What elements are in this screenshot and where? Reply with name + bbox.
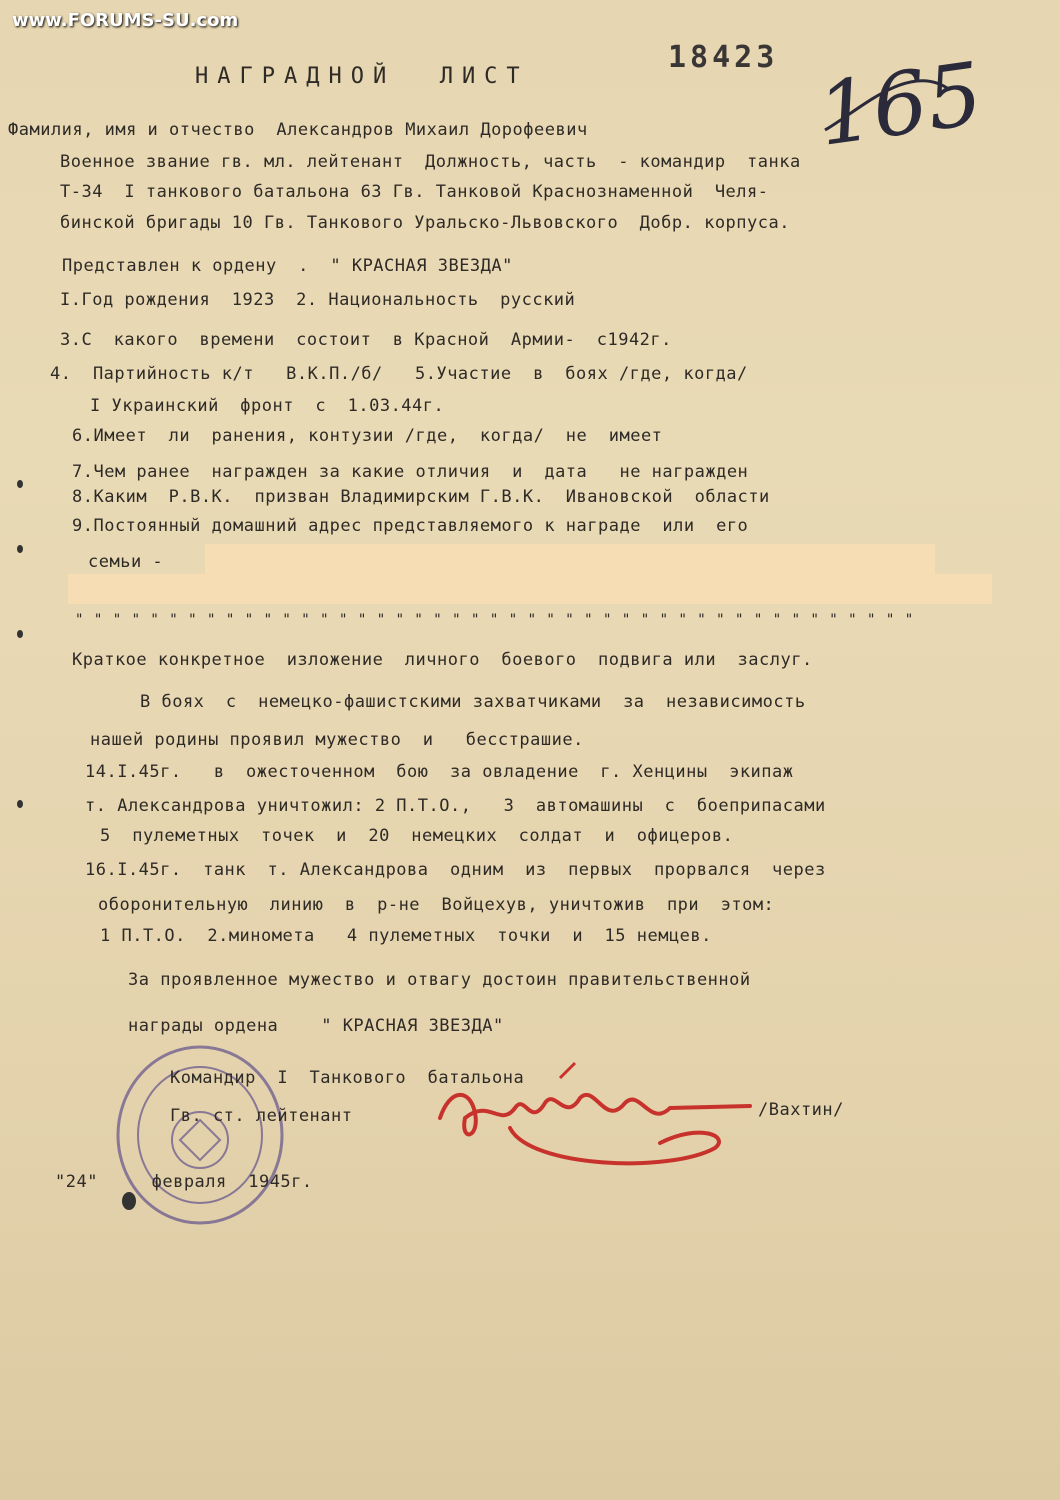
narrative-line-7: оборонительную линию в р-не Войцехув, уничтожив при этом: xyxy=(98,895,775,915)
narrative-line-1: В боях с немецко-фашистскими захватчиками за независимость xyxy=(140,692,806,712)
item-wounds: 6.Имеет ли ранения, контузии /где, когда/ не имеет xyxy=(72,426,663,446)
document-date: "24" февраля 1945г. xyxy=(55,1172,313,1192)
narrative-line-8: 1 П.Т.О. 2.миномета 4 пулеметных точки и 15 немцев. xyxy=(100,926,712,946)
field-rank-line-3: бинской бригады 10 Гв. Танкового Уральско-Львовского Добр. корпуса. xyxy=(60,213,790,233)
watermark: www.FORUMS-SU.com xyxy=(12,10,239,31)
summary-heading: Краткое конкретное изложение личного боевого подвига или заслуг. xyxy=(72,650,813,670)
field-rank-line-2: Т-34 I танкового батальона 63 Гв. Танковой Краснознаменной Челя- xyxy=(60,182,769,202)
narrative-line-2: нашей родины проявил мужество и бесстрашие. xyxy=(90,730,584,750)
field-name: Фамилия, имя и отчество Александров Михаил Дорофеевич xyxy=(8,120,588,140)
handwritten-folio-number: 165 xyxy=(811,44,989,166)
item-birth-year: I.Год рождения 1923 2. Национальность русский xyxy=(60,290,576,310)
item-drafted: 8.Каким Р.В.К. призван Владимирским Г.В.К. Ивановской области xyxy=(72,487,770,507)
punch-hole xyxy=(17,480,23,488)
narrative-line-6: 16.I.45г. танк т. Александрова одним из первых прорвался через xyxy=(85,860,826,880)
narrative-line-10: награды ордена " КРАСНАЯ ЗВЕЗДА" xyxy=(128,1016,504,1036)
item-previous-awards: 7.Чем ранее награжден за какие отличия и дата не награжден xyxy=(72,462,749,482)
document-number: 18423 xyxy=(668,40,779,75)
narrative-line-4: т. Александрова уничтожил: 2 П.Т.О., 3 автомашины с боеприпасами xyxy=(85,796,826,816)
item-army-since: 3.С какого времени состоит в Красной Армии- с1942г. xyxy=(60,330,672,350)
narrative-line-3: 14.I.45г. в ожесточенном бою за овладение г. Хенцины экипаж xyxy=(85,762,794,782)
folio-underline-mark xyxy=(820,40,960,180)
redaction-block-1 xyxy=(205,544,935,578)
handwritten-signature xyxy=(430,1058,760,1178)
signatory-rank: Гв. ст. лейтенант xyxy=(170,1106,353,1126)
page-title: НАГРАДНОЙ ЛИСТ xyxy=(195,64,529,89)
signatory-name: /Вахтин/ xyxy=(758,1100,844,1120)
field-rank-line-1: Военное звание гв. мл. лейтенант Должность, часть - командир танка xyxy=(60,152,801,172)
item-address: 9.Постоянный домашний адрес представляемого к награде или его xyxy=(72,516,749,536)
redaction-block-2 xyxy=(68,574,992,604)
separator-marks: " " " " " " " " " " " " " " " " " " " " " " " " " " " " " " " " " " " " " " " " " " " " " xyxy=(75,612,915,628)
narrative-line-5: 5 пулеметных точек и 20 немецких солдат и офицеров. xyxy=(100,826,734,846)
item-front: I Украинский фронт с 1.03.44г. xyxy=(90,396,445,416)
item-address-family: семьи - xyxy=(88,552,164,572)
punch-hole xyxy=(17,630,23,638)
signatory-title: Командир I Танкового батальона xyxy=(170,1068,525,1088)
punch-hole xyxy=(17,545,23,553)
punch-hole xyxy=(122,1192,136,1210)
punch-hole xyxy=(17,800,23,808)
item-party: 4. Партийность к/т В.К.П./б/ 5.Участие в боях /где, когда/ xyxy=(50,364,748,384)
field-award: Представлен к ордену . " КРАСНАЯ ЗВЕЗДА" xyxy=(62,256,513,276)
narrative-line-9: За проявленное мужество и отвагу достоин правительственной xyxy=(128,970,751,990)
